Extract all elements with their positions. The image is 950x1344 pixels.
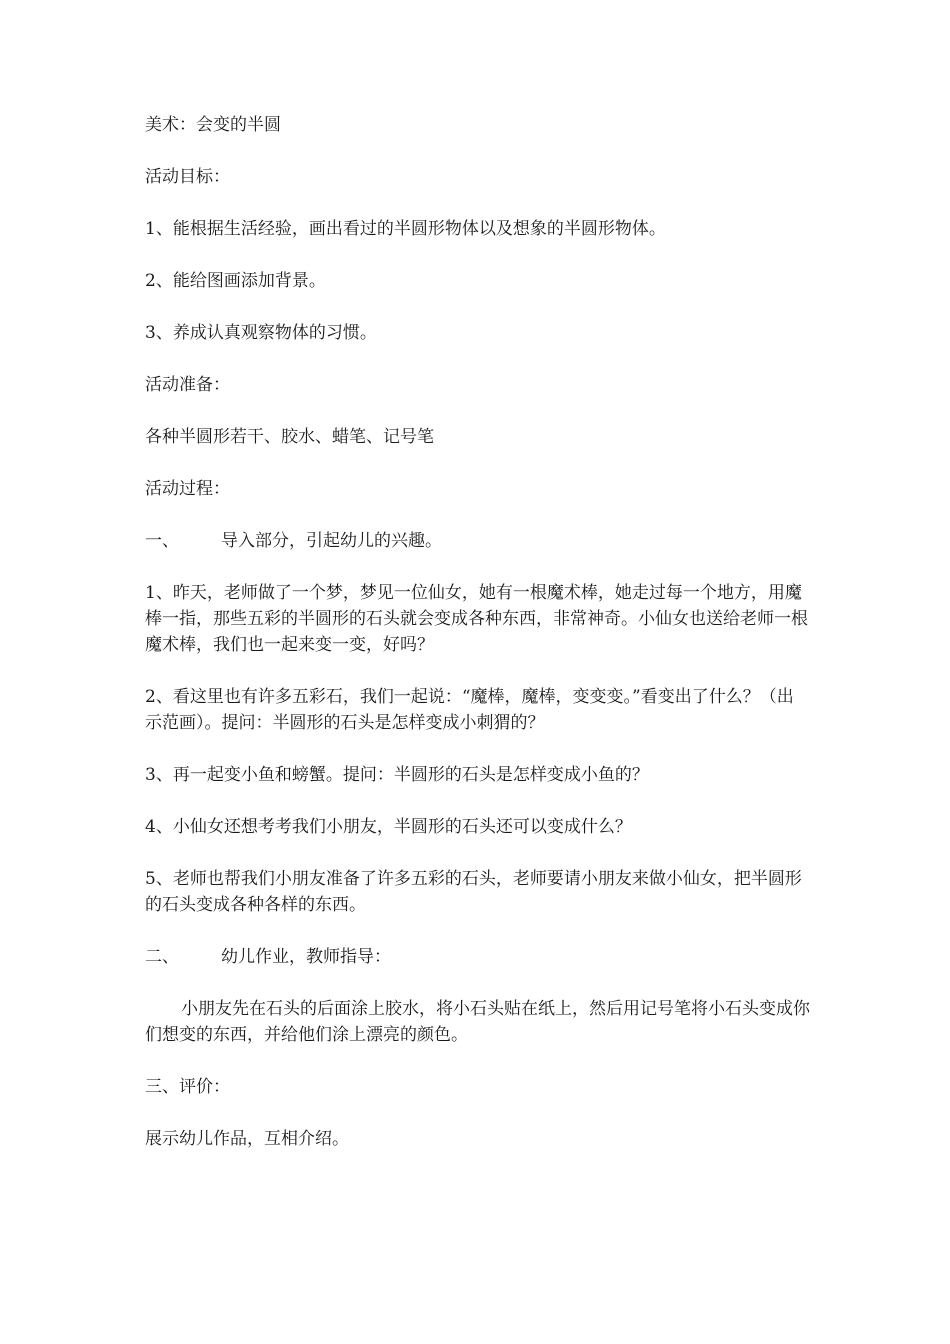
goal-item: 1、能根据生活经验，画出看过的半圆形物体以及想象的半圆形物体。 (145, 219, 666, 239)
section-1-title: 导入部分，引起幼儿的兴趣。 (221, 531, 442, 551)
section-2-number: 二、 (145, 947, 179, 967)
step-item: 2、看这里也有许多五彩石，我们一起说：“魔棒，魔棒，变变变。”看变出了什么？（出示范画）。提问：半圆形的石头是怎样变成小刺猬的？ (145, 687, 794, 733)
goals-heading: 活动目标： (145, 167, 230, 187)
goal-item: 3、养成认真观察物体的习惯。 (145, 323, 377, 343)
section-3-body: 展示幼儿作品，互相介绍。 (145, 1129, 349, 1149)
process-heading: 活动过程： (145, 479, 230, 499)
section-2-heading (145, 944, 810, 970)
section-2-title: 幼儿作业，教师指导： (221, 947, 391, 967)
goal-item: 2、能给图画添加背景。 (145, 271, 326, 291)
document-title: 美术：会变的半圆 (145, 115, 281, 135)
step-item: 4、小仙女还想考考我们小朋友，半圆形的石头还可以变成什么？ (145, 817, 632, 837)
step-item: 3、再一起变小鱼和螃蟹。提问：半圆形的石头是怎样变成小鱼的？ (145, 765, 649, 785)
prep-text: 各种半圆形若干、胶水、蜡笔、记号笔 (145, 427, 434, 447)
step-item: 1、昨天，老师做了一个梦，梦见一位仙女，她有一根魔术棒，她走过每一个地方，用魔棒一指，那些五彩的半圆形的石头就会变成各种东西，非常神奇。小仙女也送给老师一根魔术棒，我们也一起来变一变，好吗？ (145, 583, 808, 655)
step-item: 5、老师也帮我们小朋友准备了许多五彩的石头，老师要请小朋友来做小仙女，把半圆形的石头变成各种各样的东西。 (145, 869, 802, 915)
section-1-number: 一、 (145, 531, 179, 551)
section-1-heading (145, 528, 810, 554)
section-2-body: 小朋友先在石头的后面涂上胶水，将小石头贴在纸上，然后用记号笔将小石头变成你们想变的东西，并给他们涂上漂亮的颜色。 (145, 999, 810, 1045)
section-3-title: 三、评价： (145, 1077, 230, 1097)
prep-heading: 活动准备： (145, 375, 230, 395)
document-page (145, 112, 810, 1178)
